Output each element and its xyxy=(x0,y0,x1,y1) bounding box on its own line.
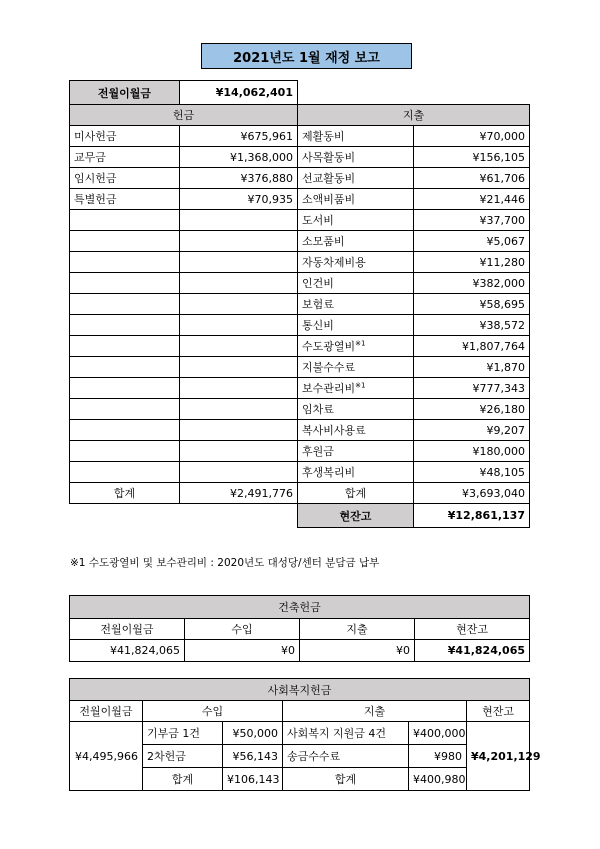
welfare-header-income: 수입 xyxy=(143,701,283,722)
table-row xyxy=(70,126,530,147)
table-row xyxy=(70,294,530,315)
expense-label-text: 통신비 xyxy=(302,319,334,332)
prev-balance-value: ¥14,062,401 xyxy=(180,81,298,105)
expense-label-text: 소모품비 xyxy=(302,235,345,248)
main-finance-table xyxy=(69,80,530,528)
expense-label-text: 자동차제비용 xyxy=(302,256,366,269)
welfare-header-balance: 현잔고 xyxy=(467,701,530,722)
welfare-income-label: 기부금 1건 xyxy=(143,722,223,745)
income-empty-cell xyxy=(180,399,298,420)
expense-value: ¥38,572 xyxy=(414,315,530,336)
income-value: ¥376,880 xyxy=(180,168,298,189)
income-empty-cell xyxy=(180,462,298,483)
income-empty-cell xyxy=(70,294,180,315)
welfare-header-prev: 전월이월금 xyxy=(70,701,143,722)
welfare-income-total-value: ¥106,143 xyxy=(223,768,283,791)
expense-label xyxy=(298,273,414,294)
building-header-income: 수입 xyxy=(185,619,300,640)
income-empty-cell xyxy=(70,231,180,252)
expense-label xyxy=(298,420,414,441)
income-empty-cell xyxy=(70,378,180,399)
table-row xyxy=(70,147,530,168)
table-row xyxy=(70,231,530,252)
income-empty-cell xyxy=(180,357,298,378)
welfare-expense-total-label: 합계 xyxy=(283,768,409,791)
building-prev-value: ¥41,824,065 xyxy=(70,640,185,662)
table-row xyxy=(70,378,530,399)
expense-label xyxy=(298,399,414,420)
expense-value: ¥5,067 xyxy=(414,231,530,252)
expense-label-text: 복사비사용료 xyxy=(302,424,366,437)
welfare-title: 사회복지헌금 xyxy=(70,679,530,701)
footnote: ※1 수도광열비 및 보수관리비 : 2020년도 대성당/센터 분담금 납부 xyxy=(70,557,380,569)
income-empty-cell xyxy=(70,273,180,294)
expense-label-text: 선교활동비 xyxy=(302,172,356,185)
income-empty-cell xyxy=(70,315,180,336)
expense-value: ¥156,105 xyxy=(414,147,530,168)
expense-label xyxy=(298,294,414,315)
table-row xyxy=(70,210,530,231)
welfare-income-total-label: 합계 xyxy=(143,768,223,791)
expense-value: ¥48,105 xyxy=(414,462,530,483)
expense-total-value: ¥3,693,040 xyxy=(414,483,530,504)
footnote-marker: ※1 xyxy=(355,381,366,390)
expense-label-text: 소액비품비 xyxy=(302,193,356,206)
income-value: ¥1,368,000 xyxy=(180,147,298,168)
table-row xyxy=(70,420,530,441)
expense-label-text: 사목활동비 xyxy=(302,151,356,164)
expense-value: ¥1,807,764 xyxy=(414,336,530,357)
expense-label xyxy=(298,357,414,378)
expense-value: ¥382,000 xyxy=(414,273,530,294)
income-header: 헌금 xyxy=(70,105,298,126)
expense-label xyxy=(298,210,414,231)
expense-label-text: 수도광열비 xyxy=(302,340,356,353)
building-income-value: ¥0 xyxy=(185,640,300,662)
income-value: ¥70,935 xyxy=(180,189,298,210)
income-value: ¥675,961 xyxy=(180,126,298,147)
welfare-income-value: ¥56,143 xyxy=(223,745,283,768)
building-balance-value: ¥41,824,065 xyxy=(415,640,530,662)
income-empty-cell xyxy=(180,210,298,231)
building-header-prev: 전월이월금 xyxy=(70,619,185,640)
income-label: 교무금 xyxy=(70,147,180,168)
expense-label xyxy=(298,441,414,462)
expense-label-text: 보수관리비 xyxy=(302,382,356,395)
table-row xyxy=(70,168,530,189)
welfare-income-label: 2차헌금 xyxy=(143,745,223,768)
expense-value: ¥1,870 xyxy=(414,357,530,378)
footnote-marker: ※1 xyxy=(355,339,366,348)
expense-value: ¥26,180 xyxy=(414,399,530,420)
expense-total-label: 합계 xyxy=(298,483,414,504)
income-empty-cell xyxy=(180,420,298,441)
expense-label xyxy=(298,231,414,252)
expense-label xyxy=(298,315,414,336)
table-row xyxy=(70,189,530,210)
income-empty-cell xyxy=(180,336,298,357)
expense-label-text: 임차료 xyxy=(302,403,334,416)
income-total-value: ¥2,491,776 xyxy=(180,483,298,504)
income-label: 특별헌금 xyxy=(70,189,180,210)
welfare-income-value: ¥50,000 xyxy=(223,722,283,745)
expense-header: 지출 xyxy=(298,105,530,126)
expense-label xyxy=(298,189,414,210)
table-row xyxy=(70,315,530,336)
expense-value: ¥37,700 xyxy=(414,210,530,231)
income-empty-cell xyxy=(70,252,180,273)
income-empty-cell xyxy=(180,378,298,399)
welfare-expense-value: ¥980 xyxy=(409,745,467,768)
building-expense-value: ¥0 xyxy=(300,640,415,662)
current-balance-value: ¥12,861,137 xyxy=(414,504,530,528)
expense-label-text: 인건비 xyxy=(302,277,334,290)
expense-label xyxy=(298,126,414,147)
building-title: 건축헌금 xyxy=(70,596,530,619)
table-row xyxy=(70,399,530,420)
income-label: 임시헌금 xyxy=(70,168,180,189)
income-empty-cell xyxy=(70,399,180,420)
expense-label-text: 후원금 xyxy=(302,445,334,458)
income-empty-cell xyxy=(70,420,180,441)
welfare-expense-label: 사회복지 지원금 4건 xyxy=(283,722,409,745)
expense-label xyxy=(298,168,414,189)
table-row xyxy=(70,357,530,378)
income-empty-cell xyxy=(180,294,298,315)
income-empty-cell xyxy=(70,210,180,231)
welfare-fund-table xyxy=(69,678,541,791)
expense-label xyxy=(298,252,414,273)
expense-value: ¥9,207 xyxy=(414,420,530,441)
expense-label xyxy=(298,147,414,168)
expense-value: ¥70,000 xyxy=(414,126,530,147)
table-row xyxy=(70,252,530,273)
income-empty-cell xyxy=(180,252,298,273)
income-total-label: 합계 xyxy=(70,483,180,504)
current-balance-label: 현잔고 xyxy=(298,504,414,528)
expense-value: ¥777,343 xyxy=(414,378,530,399)
table-row xyxy=(70,441,530,462)
income-empty-cell xyxy=(180,441,298,462)
welfare-expense-total-value: ¥400,980 xyxy=(409,768,467,791)
welfare-expense-label: 송금수수료 xyxy=(283,745,409,768)
welfare-balance-value: ¥4,201,129 xyxy=(467,722,530,791)
income-empty-cell xyxy=(70,336,180,357)
welfare-header-expense: 지출 xyxy=(283,701,467,722)
expense-label xyxy=(298,336,414,357)
building-header-expense: 지출 xyxy=(300,619,415,640)
welfare-expense-value: ¥400,000 xyxy=(409,722,467,745)
expense-value: ¥180,000 xyxy=(414,441,530,462)
expense-value: ¥58,695 xyxy=(414,294,530,315)
table-row xyxy=(70,273,530,294)
welfare-prev-value: ¥4,495,966 xyxy=(70,722,143,791)
income-empty-cell xyxy=(180,273,298,294)
expense-label-text: 후생복리비 xyxy=(302,466,356,479)
income-empty-cell xyxy=(70,441,180,462)
expense-label-text: 보험료 xyxy=(302,298,334,311)
income-empty-cell xyxy=(180,231,298,252)
table-row xyxy=(70,462,530,483)
expense-label-text: 제활동비 xyxy=(302,130,345,143)
prev-balance-label: 전월이월금 xyxy=(70,81,180,105)
building-header-balance: 현잔고 xyxy=(415,619,530,640)
income-empty-cell xyxy=(70,357,180,378)
expense-value: ¥11,280 xyxy=(414,252,530,273)
income-label: 미사헌금 xyxy=(70,126,180,147)
expense-label xyxy=(298,378,414,399)
expense-label-text: 지불수수료 xyxy=(302,361,356,374)
income-empty-cell xyxy=(70,462,180,483)
expense-label xyxy=(298,462,414,483)
expense-label-text: 도서비 xyxy=(302,214,334,227)
expense-value: ¥61,706 xyxy=(414,168,530,189)
income-empty-cell xyxy=(180,315,298,336)
table-row xyxy=(70,336,530,357)
expense-value: ¥21,446 xyxy=(414,189,530,210)
building-fund-table xyxy=(69,595,530,662)
report-title: 2021년도 1월 재정 보고 xyxy=(201,43,412,69)
